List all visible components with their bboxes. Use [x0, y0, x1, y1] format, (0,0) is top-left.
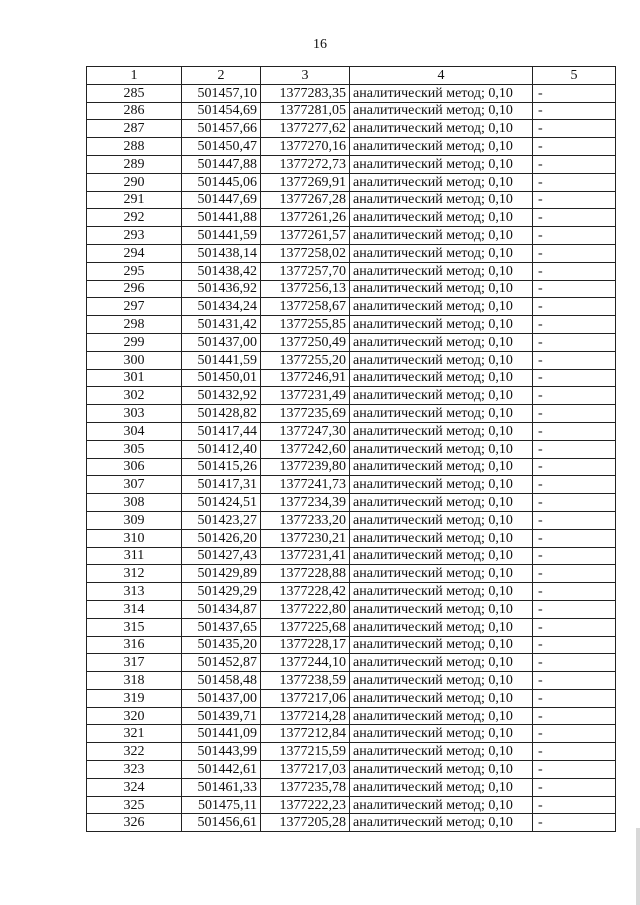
table-row — [87, 778, 616, 796]
cell-coord-x: 501434,24 — [182, 298, 261, 316]
table-row — [87, 458, 616, 476]
cell-coord-x: 501445,06 — [182, 173, 261, 191]
cell-method-accuracy: аналитический метод; 0,10 — [350, 102, 533, 120]
cell-point-number: 323 — [87, 761, 182, 779]
table-row — [87, 280, 616, 298]
header-col-3: 3 — [261, 67, 350, 85]
cell-note: - — [533, 476, 616, 494]
table-row — [87, 102, 616, 120]
cell-coord-y: 1377217,06 — [261, 689, 350, 707]
cell-coord-x: 501452,87 — [182, 654, 261, 672]
cell-point-number: 292 — [87, 209, 182, 227]
cell-point-number: 325 — [87, 796, 182, 814]
cell-method-accuracy: аналитический метод; 0,10 — [350, 351, 533, 369]
table-body — [87, 84, 616, 831]
cell-coord-x: 501437,00 — [182, 689, 261, 707]
table-row — [87, 511, 616, 529]
cell-note: - — [533, 583, 616, 601]
cell-coord-x: 501447,69 — [182, 191, 261, 209]
table-row — [87, 84, 616, 102]
cell-coord-x: 501454,69 — [182, 102, 261, 120]
cell-point-number: 288 — [87, 138, 182, 156]
table-row — [87, 494, 616, 512]
cell-method-accuracy: аналитический метод; 0,10 — [350, 298, 533, 316]
cell-note: - — [533, 511, 616, 529]
cell-note: - — [533, 102, 616, 120]
cell-coord-y: 1377283,35 — [261, 84, 350, 102]
cell-method-accuracy: аналитический метод; 0,10 — [350, 387, 533, 405]
cell-coord-x: 501439,71 — [182, 707, 261, 725]
cell-point-number: 315 — [87, 618, 182, 636]
cell-method-accuracy: аналитический метод; 0,10 — [350, 547, 533, 565]
cell-coord-y: 1377233,20 — [261, 511, 350, 529]
cell-coord-x: 501438,42 — [182, 262, 261, 280]
cell-note: - — [533, 298, 616, 316]
cell-coord-x: 501458,48 — [182, 672, 261, 690]
cell-note: - — [533, 778, 616, 796]
cell-method-accuracy: аналитический метод; 0,10 — [350, 725, 533, 743]
cell-coord-y: 1377258,02 — [261, 244, 350, 262]
cell-method-accuracy: аналитический метод; 0,10 — [350, 672, 533, 690]
cell-coord-x: 501429,89 — [182, 565, 261, 583]
cell-point-number: 305 — [87, 440, 182, 458]
table-row — [87, 440, 616, 458]
cell-method-accuracy: аналитический метод; 0,10 — [350, 778, 533, 796]
cell-coord-y: 1377277,62 — [261, 120, 350, 138]
cell-coord-y: 1377230,21 — [261, 529, 350, 547]
cell-coord-x: 501437,65 — [182, 618, 261, 636]
cell-note: - — [533, 387, 616, 405]
cell-method-accuracy: аналитический метод; 0,10 — [350, 529, 533, 547]
cell-note: - — [533, 458, 616, 476]
cell-coord-y: 1377261,57 — [261, 227, 350, 245]
cell-note: - — [533, 316, 616, 334]
cell-note: - — [533, 84, 616, 102]
cell-point-number: 321 — [87, 725, 182, 743]
table-row — [87, 725, 616, 743]
table-row — [87, 654, 616, 672]
cell-coord-y: 1377267,28 — [261, 191, 350, 209]
cell-point-number: 285 — [87, 84, 182, 102]
cell-point-number: 308 — [87, 494, 182, 512]
cell-point-number: 311 — [87, 547, 182, 565]
table-row — [87, 600, 616, 618]
cell-point-number: 317 — [87, 654, 182, 672]
cell-coord-y: 1377258,67 — [261, 298, 350, 316]
cell-note: - — [533, 333, 616, 351]
table-row — [87, 316, 616, 334]
table-header-row — [87, 67, 616, 85]
cell-note: - — [533, 689, 616, 707]
cell-method-accuracy: аналитический метод; 0,10 — [350, 191, 533, 209]
cell-coord-x: 501438,14 — [182, 244, 261, 262]
cell-point-number: 291 — [87, 191, 182, 209]
cell-method-accuracy: аналитический метод; 0,10 — [350, 316, 533, 334]
cell-coord-y: 1377244,10 — [261, 654, 350, 672]
cell-method-accuracy: аналитический метод; 0,10 — [350, 476, 533, 494]
table-row — [87, 298, 616, 316]
cell-note: - — [533, 440, 616, 458]
cell-note: - — [533, 547, 616, 565]
cell-method-accuracy: аналитический метод; 0,10 — [350, 405, 533, 423]
cell-point-number: 313 — [87, 583, 182, 601]
cell-note: - — [533, 405, 616, 423]
cell-method-accuracy: аналитический метод; 0,10 — [350, 814, 533, 832]
cell-note: - — [533, 138, 616, 156]
cell-coord-y: 1377234,39 — [261, 494, 350, 512]
cell-note: - — [533, 796, 616, 814]
cell-coord-x: 501457,66 — [182, 120, 261, 138]
cell-coord-x: 501428,82 — [182, 405, 261, 423]
cell-coord-x: 501427,43 — [182, 547, 261, 565]
coordinates-table — [86, 66, 616, 832]
cell-coord-x: 501432,92 — [182, 387, 261, 405]
cell-point-number: 301 — [87, 369, 182, 387]
cell-note: - — [533, 280, 616, 298]
cell-coord-y: 1377270,16 — [261, 138, 350, 156]
page-number: 16 — [313, 37, 327, 52]
cell-note: - — [533, 227, 616, 245]
cell-point-number: 295 — [87, 262, 182, 280]
cell-point-number: 297 — [87, 298, 182, 316]
cell-coord-y: 1377235,69 — [261, 405, 350, 423]
cell-coord-y: 1377228,17 — [261, 636, 350, 654]
cell-method-accuracy: аналитический метод; 0,10 — [350, 583, 533, 601]
cell-note: - — [533, 244, 616, 262]
cell-note: - — [533, 743, 616, 761]
cell-note: - — [533, 600, 616, 618]
cell-point-number: 326 — [87, 814, 182, 832]
cell-coord-y: 1377214,28 — [261, 707, 350, 725]
cell-coord-x: 501431,42 — [182, 316, 261, 334]
cell-coord-y: 1377250,49 — [261, 333, 350, 351]
cell-coord-y: 1377222,80 — [261, 600, 350, 618]
cell-coord-y: 1377215,59 — [261, 743, 350, 761]
cell-note: - — [533, 262, 616, 280]
cell-point-number: 286 — [87, 102, 182, 120]
cell-method-accuracy: аналитический метод; 0,10 — [350, 209, 533, 227]
cell-point-number: 322 — [87, 743, 182, 761]
cell-coord-x: 501441,88 — [182, 209, 261, 227]
cell-coord-y: 1377217,03 — [261, 761, 350, 779]
cell-note: - — [533, 351, 616, 369]
table-row — [87, 761, 616, 779]
cell-point-number: 299 — [87, 333, 182, 351]
cell-note: - — [533, 725, 616, 743]
scan-edge-shadow — [636, 828, 640, 905]
cell-method-accuracy: аналитический метод; 0,10 — [350, 600, 533, 618]
header-col-2: 2 — [182, 67, 261, 85]
table-row — [87, 387, 616, 405]
cell-note: - — [533, 814, 616, 832]
cell-coord-y: 1377255,85 — [261, 316, 350, 334]
cell-method-accuracy: аналитический метод; 0,10 — [350, 440, 533, 458]
cell-method-accuracy: аналитический метод; 0,10 — [350, 796, 533, 814]
cell-note: - — [533, 120, 616, 138]
table-row — [87, 689, 616, 707]
table-row — [87, 583, 616, 601]
cell-method-accuracy: аналитический метод; 0,10 — [350, 761, 533, 779]
cell-coord-y: 1377205,28 — [261, 814, 350, 832]
table-row — [87, 422, 616, 440]
cell-method-accuracy: аналитический метод; 0,10 — [350, 227, 533, 245]
table-row — [87, 244, 616, 262]
cell-method-accuracy: аналитический метод; 0,10 — [350, 244, 533, 262]
cell-coord-y: 1377269,91 — [261, 173, 350, 191]
cell-method-accuracy: аналитический метод; 0,10 — [350, 458, 533, 476]
cell-coord-y: 1377241,73 — [261, 476, 350, 494]
table-row — [87, 743, 616, 761]
cell-note: - — [533, 191, 616, 209]
cell-point-number: 310 — [87, 529, 182, 547]
cell-coord-x: 501457,10 — [182, 84, 261, 102]
cell-method-accuracy: аналитический метод; 0,10 — [350, 369, 533, 387]
cell-method-accuracy: аналитический метод; 0,10 — [350, 120, 533, 138]
cell-coord-y: 1377231,49 — [261, 387, 350, 405]
table-row — [87, 814, 616, 832]
cell-coord-x: 501412,40 — [182, 440, 261, 458]
cell-coord-y: 1377228,88 — [261, 565, 350, 583]
cell-coord-y: 1377272,73 — [261, 155, 350, 173]
table-row — [87, 262, 616, 280]
cell-note: - — [533, 369, 616, 387]
cell-point-number: 300 — [87, 351, 182, 369]
table-row — [87, 565, 616, 583]
header-col-5: 5 — [533, 67, 616, 85]
cell-point-number: 293 — [87, 227, 182, 245]
cell-method-accuracy: аналитический метод; 0,10 — [350, 262, 533, 280]
cell-method-accuracy: аналитический метод; 0,10 — [350, 689, 533, 707]
table-row — [87, 636, 616, 654]
cell-note: - — [533, 494, 616, 512]
cell-point-number: 296 — [87, 280, 182, 298]
cell-coord-x: 501443,99 — [182, 743, 261, 761]
cell-method-accuracy: аналитический метод; 0,10 — [350, 511, 533, 529]
cell-point-number: 289 — [87, 155, 182, 173]
cell-method-accuracy: аналитический метод; 0,10 — [350, 333, 533, 351]
table-row — [87, 351, 616, 369]
cell-coord-x: 501417,31 — [182, 476, 261, 494]
cell-coord-y: 1377235,78 — [261, 778, 350, 796]
table-row — [87, 120, 616, 138]
cell-coord-y: 1377281,05 — [261, 102, 350, 120]
cell-note: - — [533, 209, 616, 227]
cell-coord-x: 501435,20 — [182, 636, 261, 654]
cell-note: - — [533, 529, 616, 547]
cell-coord-y: 1377225,68 — [261, 618, 350, 636]
cell-method-accuracy: аналитический метод; 0,10 — [350, 84, 533, 102]
cell-point-number: 318 — [87, 672, 182, 690]
cell-coord-x: 501434,87 — [182, 600, 261, 618]
cell-point-number: 290 — [87, 173, 182, 191]
cell-coord-y: 1377246,91 — [261, 369, 350, 387]
table-row — [87, 707, 616, 725]
table-row — [87, 618, 616, 636]
cell-coord-x: 501426,20 — [182, 529, 261, 547]
header-col-1: 1 — [87, 67, 182, 85]
cell-method-accuracy: аналитический метод; 0,10 — [350, 743, 533, 761]
cell-point-number: 324 — [87, 778, 182, 796]
cell-coord-x: 501437,00 — [182, 333, 261, 351]
table-row — [87, 476, 616, 494]
table-row — [87, 173, 616, 191]
cell-coord-y: 1377238,59 — [261, 672, 350, 690]
table-row — [87, 227, 616, 245]
cell-note: - — [533, 173, 616, 191]
cell-method-accuracy: аналитический метод; 0,10 — [350, 654, 533, 672]
cell-coord-x: 501429,29 — [182, 583, 261, 601]
cell-method-accuracy: аналитический метод; 0,10 — [350, 173, 533, 191]
cell-point-number: 298 — [87, 316, 182, 334]
table-row — [87, 405, 616, 423]
cell-note: - — [533, 654, 616, 672]
cell-coord-x: 501436,92 — [182, 280, 261, 298]
cell-method-accuracy: аналитический метод; 0,10 — [350, 494, 533, 512]
cell-point-number: 302 — [87, 387, 182, 405]
cell-method-accuracy: аналитический метод; 0,10 — [350, 280, 533, 298]
cell-coord-x: 501475,11 — [182, 796, 261, 814]
table-row — [87, 796, 616, 814]
cell-coord-y: 1377242,60 — [261, 440, 350, 458]
table-row — [87, 529, 616, 547]
cell-coord-y: 1377256,13 — [261, 280, 350, 298]
table-row — [87, 138, 616, 156]
cell-note: - — [533, 618, 616, 636]
cell-point-number: 309 — [87, 511, 182, 529]
cell-point-number: 316 — [87, 636, 182, 654]
cell-note: - — [533, 707, 616, 725]
cell-coord-x: 501441,59 — [182, 227, 261, 245]
cell-point-number: 314 — [87, 600, 182, 618]
cell-method-accuracy: аналитический метод; 0,10 — [350, 636, 533, 654]
cell-coord-y: 1377222,23 — [261, 796, 350, 814]
cell-point-number: 320 — [87, 707, 182, 725]
cell-coord-y: 1377247,30 — [261, 422, 350, 440]
cell-method-accuracy: аналитический метод; 0,10 — [350, 707, 533, 725]
cell-note: - — [533, 672, 616, 690]
cell-note: - — [533, 155, 616, 173]
cell-coord-x: 501450,01 — [182, 369, 261, 387]
cell-note: - — [533, 565, 616, 583]
cell-point-number: 294 — [87, 244, 182, 262]
cell-point-number: 312 — [87, 565, 182, 583]
cell-coord-y: 1377255,20 — [261, 351, 350, 369]
cell-coord-y: 1377228,42 — [261, 583, 350, 601]
cell-coord-y: 1377239,80 — [261, 458, 350, 476]
cell-coord-x: 501450,47 — [182, 138, 261, 156]
cell-method-accuracy: аналитический метод; 0,10 — [350, 138, 533, 156]
table-row — [87, 209, 616, 227]
cell-method-accuracy: аналитический метод; 0,10 — [350, 565, 533, 583]
table-row — [87, 333, 616, 351]
cell-point-number: 307 — [87, 476, 182, 494]
cell-method-accuracy: аналитический метод; 0,10 — [350, 618, 533, 636]
header-col-4: 4 — [350, 67, 533, 85]
cell-method-accuracy: аналитический метод; 0,10 — [350, 422, 533, 440]
cell-coord-x: 501461,33 — [182, 778, 261, 796]
cell-point-number: 319 — [87, 689, 182, 707]
cell-coord-y: 1377212,84 — [261, 725, 350, 743]
cell-note: - — [533, 422, 616, 440]
table-row — [87, 191, 616, 209]
cell-point-number: 303 — [87, 405, 182, 423]
cell-coord-x: 501415,26 — [182, 458, 261, 476]
cell-point-number: 287 — [87, 120, 182, 138]
cell-note: - — [533, 636, 616, 654]
cell-coord-x: 501456,61 — [182, 814, 261, 832]
table-row — [87, 155, 616, 173]
cell-coord-x: 501417,44 — [182, 422, 261, 440]
cell-coord-x: 501442,61 — [182, 761, 261, 779]
cell-coord-x: 501447,88 — [182, 155, 261, 173]
cell-point-number: 306 — [87, 458, 182, 476]
cell-note: - — [533, 761, 616, 779]
cell-coord-y: 1377261,26 — [261, 209, 350, 227]
cell-point-number: 304 — [87, 422, 182, 440]
cell-coord-x: 501441,09 — [182, 725, 261, 743]
cell-coord-y: 1377257,70 — [261, 262, 350, 280]
cell-method-accuracy: аналитический метод; 0,10 — [350, 155, 533, 173]
cell-coord-x: 501424,51 — [182, 494, 261, 512]
cell-coord-x: 501423,27 — [182, 511, 261, 529]
table-row — [87, 672, 616, 690]
table-row — [87, 547, 616, 565]
cell-coord-y: 1377231,41 — [261, 547, 350, 565]
cell-coord-x: 501441,59 — [182, 351, 261, 369]
table-row — [87, 369, 616, 387]
